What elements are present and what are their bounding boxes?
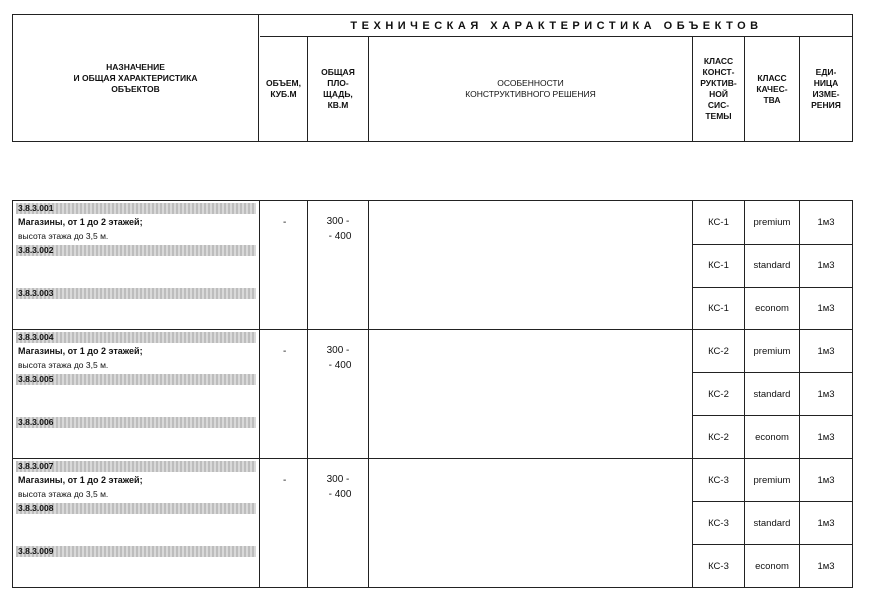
header-group-title: ТЕХНИЧЕСКАЯ ХАРАКТЕРИСТИКА ОБЪЕКТОВ: [260, 15, 853, 37]
unit-value: 1м3: [817, 260, 835, 271]
area-value-to: - 400: [328, 489, 352, 500]
row-code: 3.8.3.001: [16, 203, 256, 214]
unit-value: 1м3: [817, 389, 835, 400]
row-divider: [692, 244, 852, 245]
body-table: [12, 200, 853, 588]
grid-line: [307, 201, 308, 587]
class-quality-value: standard: [753, 389, 791, 400]
unit-value: 1м3: [817, 518, 835, 529]
row-divider: [692, 415, 852, 416]
header-unit: ЕДИ- НИЦА ИЗМЕ- РЕНИЯ: [811, 67, 841, 110]
header-table: [12, 14, 853, 142]
header-features: ОСОБЕННОСТИ КОНСТРУКТИВНОГО РЕШЕНИЯ: [369, 37, 693, 141]
object-description: Магазины, от 1 до 2 этажей;: [18, 346, 143, 356]
class-constr-value: КС-1: [708, 217, 729, 228]
row-code: 3.8.3.004: [16, 332, 256, 343]
unit-value: 1м3: [817, 217, 835, 228]
unit-value: 1м3: [817, 346, 835, 357]
class-quality-value: standard: [753, 518, 791, 529]
volume-value: -: [283, 217, 287, 228]
class-constr-value: КС-2: [708, 346, 729, 357]
header-class-quality: КЛАСС КАЧЕС- ТВА: [745, 37, 800, 141]
group-divider: [13, 458, 852, 459]
volume-value: -: [283, 475, 287, 486]
class-quality-value: standard: [753, 260, 791, 271]
row-divider: [692, 501, 852, 502]
row-code: 3.8.3.002: [16, 245, 256, 256]
row-code: 3.8.3.009: [16, 546, 256, 557]
unit-value: 1м3: [817, 561, 835, 572]
class-constr-value: КС-3: [708, 561, 729, 572]
row-divider: [692, 287, 852, 288]
grid-line: [368, 201, 369, 587]
row-code: 3.8.3.007: [16, 461, 256, 472]
class-quality-value: premium: [753, 217, 791, 228]
class-constr-value: КС-3: [708, 518, 729, 529]
class-quality-value: econom: [755, 432, 789, 443]
row-code: 3.8.3.008: [16, 503, 256, 514]
group-divider: [13, 329, 852, 330]
area-value-from: 300 -: [326, 216, 350, 227]
row-divider: [692, 544, 852, 545]
class-quality-value: premium: [753, 475, 791, 486]
class-constr-value: КС-1: [708, 303, 729, 314]
grid-line: [259, 201, 260, 587]
object-height-note: высота этажа до 3,5 м.: [18, 360, 109, 370]
object-height-note: высота этажа до 3,5 м.: [18, 489, 109, 499]
unit-value: 1м3: [817, 303, 835, 314]
header-area: ОБЩАЯ ПЛО- ЩАДЬ, КВ.М: [308, 37, 369, 141]
class-quality-value: econom: [755, 561, 789, 572]
header-volume: ОБЪЕМ, КУБ.М: [260, 37, 308, 141]
object-height-note: высота этажа до 3,5 м.: [18, 231, 109, 241]
unit-value: 1м3: [817, 432, 835, 443]
volume-value: -: [283, 346, 287, 357]
row-code: 3.8.3.006: [16, 417, 256, 428]
class-constr-value: КС-2: [708, 432, 729, 443]
area-value-to: - 400: [328, 231, 352, 242]
class-quality-value: premium: [753, 346, 791, 357]
area-value-from: 300 -: [326, 474, 350, 485]
header-purpose: НАЗНАЧЕНИЕ И ОБЩАЯ ХАРАКТЕРИСТИКА ОБЪЕКТОВ: [13, 15, 259, 141]
row-code: 3.8.3.003: [16, 288, 256, 299]
class-constr-value: КС-1: [708, 260, 729, 271]
object-description: Магазины, от 1 до 2 этажей;: [18, 217, 143, 227]
row-divider: [692, 372, 852, 373]
row-code: 3.8.3.005: [16, 374, 256, 385]
class-constr-value: КС-3: [708, 475, 729, 486]
header-class-constr: КЛАСС КОНСТ- РУКТИВ- НОЙ СИС- ТЕМЫ: [693, 37, 745, 141]
area-value-to: - 400: [328, 360, 352, 371]
class-quality-value: econom: [755, 303, 789, 314]
unit-value: 1м3: [817, 475, 835, 486]
area-value-from: 300 -: [326, 345, 350, 356]
object-description: Магазины, от 1 до 2 этажей;: [18, 475, 143, 485]
class-constr-value: КС-2: [708, 389, 729, 400]
